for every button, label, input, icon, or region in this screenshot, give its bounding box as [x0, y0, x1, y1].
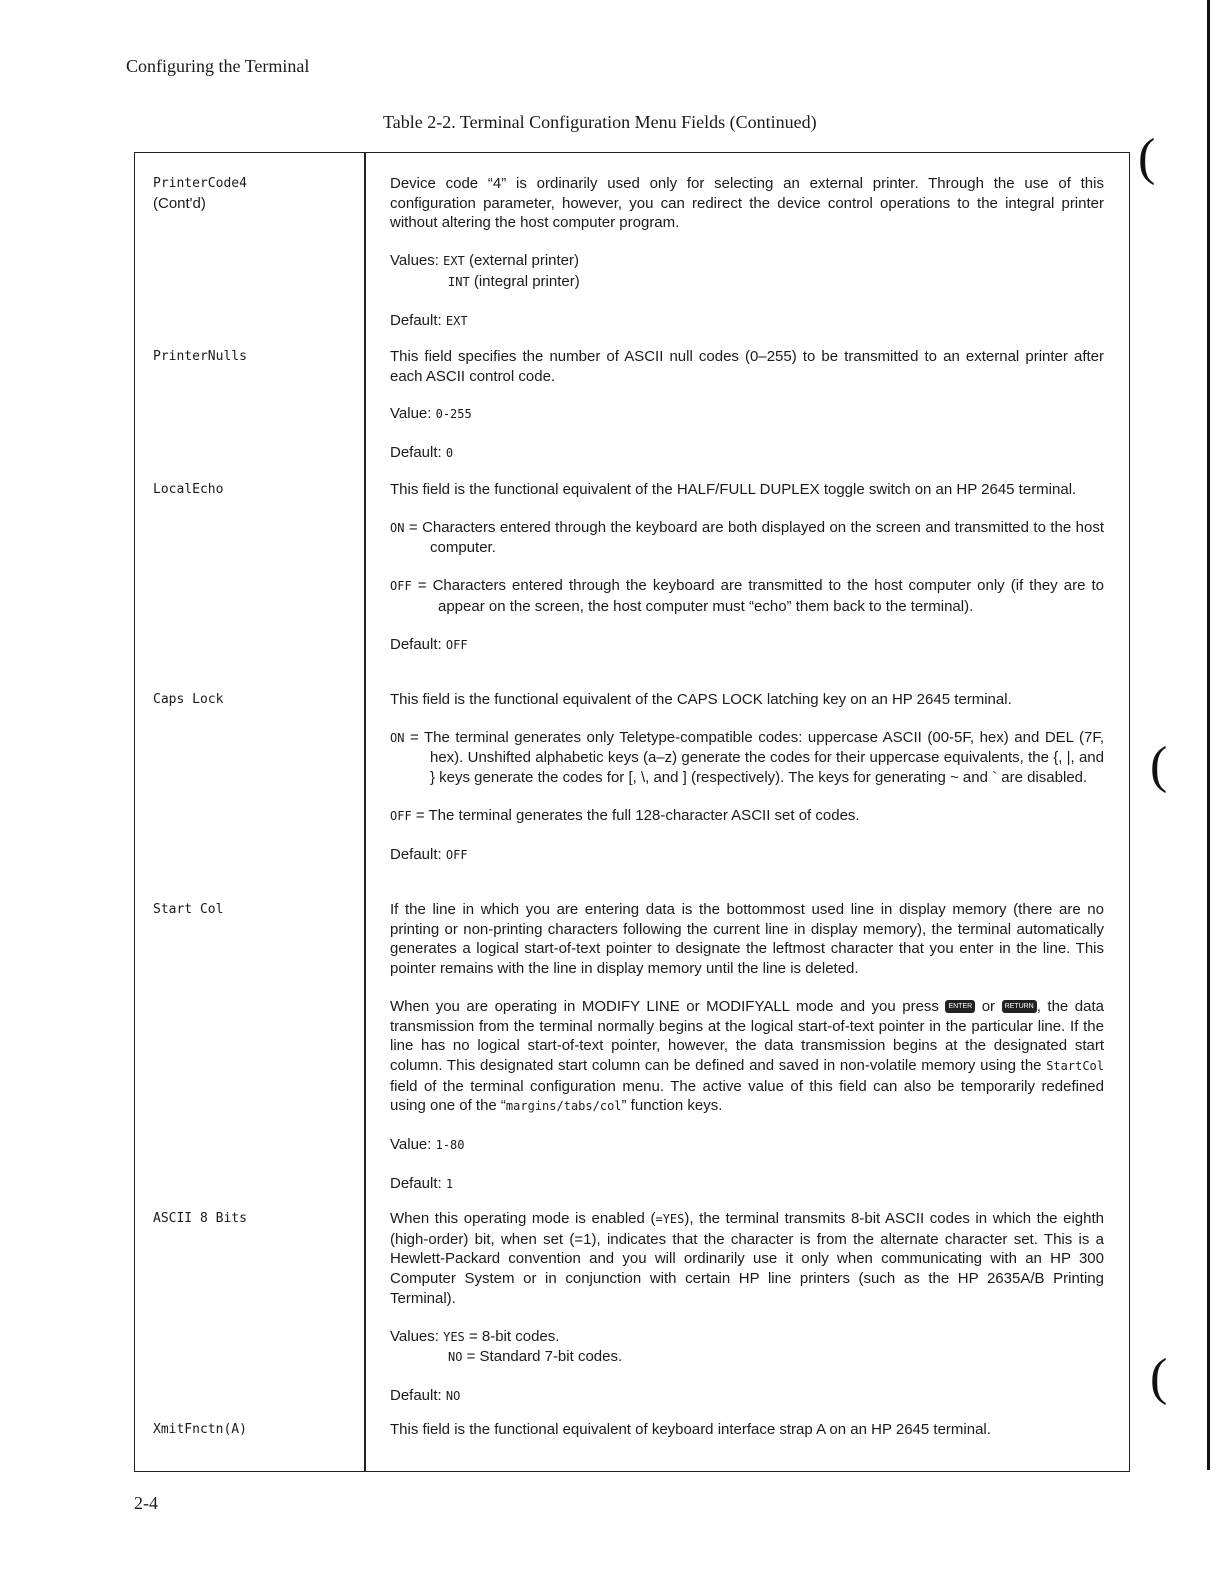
value-code: EXT	[443, 254, 465, 269]
default-line	[390, 1386, 1104, 1407]
field-name: LocalEcho	[153, 482, 224, 497]
option-code: OFF	[390, 808, 412, 823]
default-value: EXT	[445, 313, 468, 328]
description-paragraph	[390, 1209, 1104, 1309]
field-name: Start Col	[153, 902, 224, 917]
default-label: Default:	[390, 444, 442, 462]
text-run: ), the terminal transmits 8-bit ASCII codes in which the eighth (high-order) bit, when set (=1), indicates that the character is from the alternate character set. This is a Hewlett-Packard convention and you will ordinarily use it only when communicating with an HP 300 Computer System or in conjunction with certain HP line printers (such as the HP 2635A/B Printing Terminal).	[390, 1210, 1104, 1307]
inline-code: =YES	[655, 1212, 685, 1226]
field-name: ASCII 8 Bits	[153, 1211, 247, 1226]
default-label: Default:	[390, 1174, 442, 1192]
field-name: XmitFnctn(A)	[153, 1422, 247, 1437]
values-label: Values:	[390, 252, 439, 270]
field-printernulls	[153, 347, 247, 367]
text-run: When this operating mode is enabled (	[390, 1210, 656, 1227]
description-paragraph: This field is the functional equivalent of the HALF/FULL DUPLEX toggle switch on an HP 2645 terminal.	[390, 481, 1077, 498]
value-line-2	[390, 273, 580, 290]
option-text: = The terminal generates only Teletype-compatible codes: uppercase ASCII (00-5F, hex) and DEL (7F, hex). Unshifted alphabetic keys (a–z) generate the codes for their uppercase equivalents, the {, |, and } keys generate the codes for [, \, and ] (respectively). The keys for generating ~ and ` are disabled.	[409, 728, 1104, 787]
desc-startcol	[390, 900, 1104, 1212]
values-block	[390, 251, 1104, 292]
desc-printernulls	[390, 347, 1104, 482]
table-caption: Table 2-2. Terminal Configuration Menu Fields (Continued)	[383, 112, 817, 132]
default-label: Default:	[390, 635, 442, 653]
value-code: INT	[448, 274, 470, 289]
margin-mark: (	[1138, 129, 1156, 186]
field-printercode4	[153, 174, 247, 214]
value-code: 1-80	[435, 1138, 465, 1153]
inline-code: StartCol	[1046, 1058, 1104, 1073]
option-text: = Characters entered through the keyboard are transmitted to the host computer only (if they are to appear on the screen, the host computer must “echo” them back to the terminal).	[417, 577, 1104, 615]
page-number: 2-4	[134, 1493, 158, 1513]
default-value: 1	[445, 1176, 454, 1191]
field-subtitle: (Cont'd)	[153, 195, 206, 212]
value-label: Value:	[390, 1136, 432, 1154]
default-value: OFF	[445, 637, 468, 652]
description-paragraph-2	[390, 997, 1104, 1117]
description-paragraph: This field specifies the number of ASCII null codes (0–255) to be transmitted to an external printer after each ASCII control code.	[390, 348, 1104, 385]
value-code: NO	[448, 1350, 463, 1365]
default-label: Default:	[390, 311, 442, 329]
text-run: When you are operating in MODIFY LINE or MODIFYALL mode and you press	[390, 997, 939, 1015]
on-option	[390, 518, 1104, 558]
field-name: PrinterNulls	[153, 349, 247, 364]
option-code: ON	[390, 520, 405, 535]
value-label: Value:	[390, 405, 432, 423]
option-code: ON	[390, 730, 405, 745]
description-paragraph: This field is the functional equivalent of the CAPS LOCK latching key on an HP 2645 terminal.	[390, 691, 1012, 708]
inline-code: margins/tabs/col	[505, 1099, 622, 1114]
value-code: YES	[443, 1329, 465, 1344]
values-label: Values:	[390, 1327, 439, 1345]
field-startcol	[153, 900, 223, 920]
field-name: PrinterCode4	[153, 176, 247, 191]
value-code: 0-255	[435, 407, 472, 422]
off-option	[390, 806, 1104, 827]
value-text: (external printer)	[468, 252, 579, 270]
off-option	[390, 576, 1104, 616]
value-line-2	[390, 1348, 622, 1365]
field-ascii8bits	[153, 1209, 247, 1229]
option-code: OFF	[390, 579, 412, 594]
page-edge-line	[1207, 0, 1210, 1470]
default-line	[390, 1174, 1104, 1195]
description-paragraph: Device code “4” is ordinarily used only for selecting an external printer. Through the use of this configuration parameter, however, you can redirect the device control operations to the integral printer without altering the host computer program.	[390, 175, 1104, 232]
column-divider	[364, 152, 366, 1472]
field-localecho	[153, 480, 223, 500]
value-text: = 8-bit codes.	[468, 1327, 560, 1345]
desc-ascii8bits	[390, 1209, 1104, 1425]
default-value: OFF	[445, 847, 468, 862]
text-run: or	[981, 997, 996, 1015]
default-label: Default:	[390, 1386, 442, 1404]
option-text: = Characters entered through the keyboard are both displayed on the screen and transmitted to the host computer.	[408, 518, 1104, 557]
value-text: (integral printer)	[473, 272, 580, 290]
field-name: Caps Lock	[153, 692, 224, 707]
field-capslock	[153, 690, 223, 710]
default-label: Default:	[390, 845, 442, 863]
description-paragraph: This field is the functional equivalent of keyboard interface strap A on an HP 2645 terminal.	[390, 1421, 991, 1438]
default-value: NO	[445, 1388, 461, 1403]
text-run: , the data transmission from the terminal normally begins at the logical start-of-text pointer in the particular line. If the line has no logical start-of-text pointer, however, the data transmission begins at the designated start column. This designated start column can be defined and saved in non-volatile memory using the	[390, 997, 1104, 1074]
desc-localecho	[390, 480, 1104, 673]
default-line	[390, 311, 1104, 332]
default-line	[390, 443, 1104, 464]
text-run: ” function keys.	[621, 1097, 723, 1115]
desc-capslock	[390, 690, 1104, 883]
default-line	[390, 845, 1104, 866]
value-text: = Standard 7-bit codes.	[466, 1348, 623, 1366]
margin-mark: (	[1150, 737, 1168, 794]
running-header: Configuring the Terminal	[126, 56, 310, 76]
option-text: = The terminal generates the full 128-character ASCII set of codes.	[415, 806, 860, 824]
default-value: 0	[445, 446, 454, 461]
value-line	[390, 404, 1104, 425]
values-block	[390, 1327, 1104, 1368]
text-run: field of the terminal configuration menu. The active value of this field can also be temporarily redefined using one of the “	[390, 1077, 1104, 1115]
enter-key-icon: ENTER	[945, 1000, 975, 1013]
return-key-icon: RETURN	[1002, 1000, 1037, 1013]
description-paragraph: If the line in which you are entering data is the bottommost used line in display memory (there are no printing or non-printing characters following the current line in display memory), the terminal automatically generates a logical start-of-text pointer to designate the leftmost character that you enter in the line. This pointer remains with the line in display memory until the line is deleted.	[390, 901, 1104, 978]
field-xmitfnctn	[153, 1420, 247, 1440]
margin-mark: (	[1150, 1349, 1168, 1406]
on-option	[390, 728, 1104, 788]
value-line	[390, 1135, 1104, 1156]
default-line	[390, 635, 1104, 656]
desc-printercode4	[390, 174, 1104, 349]
desc-xmitfnctn	[390, 1420, 1104, 1458]
